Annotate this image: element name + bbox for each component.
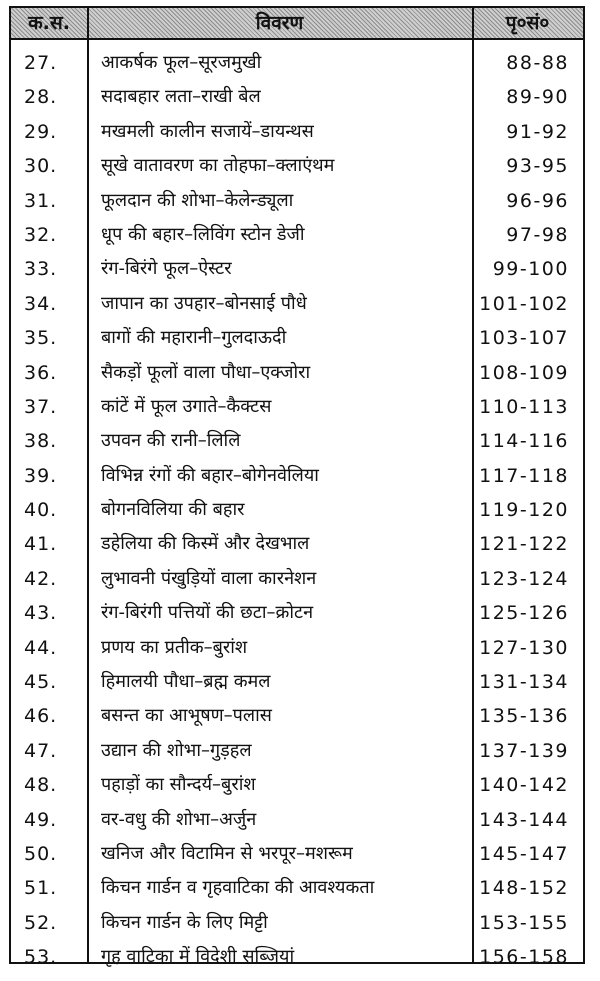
table-row — [11, 734, 583, 768]
table-row — [11, 459, 583, 493]
serial-number: 42. — [24, 567, 58, 590]
table-row — [11, 149, 583, 183]
entry-title: बोगनविलिया की बहार — [101, 499, 245, 521]
serial-number: 52. — [24, 911, 58, 934]
serial-number: 50. — [24, 842, 58, 865]
page-range: 117-118 — [479, 464, 569, 487]
table-row — [11, 699, 583, 733]
entry-title: रंग-बिरंगे फूल–ऐस्टर — [101, 258, 232, 280]
entry-title: उपवन की रानी–लिलि — [101, 430, 241, 452]
table-header — [11, 8, 583, 40]
table-row — [11, 46, 583, 80]
table-row — [11, 940, 583, 974]
page-range: 110-113 — [479, 395, 569, 418]
serial-number: 48. — [24, 774, 58, 797]
entry-title: सैकड़ों फूलों वाला पौधा–एक्जोरा — [101, 361, 311, 383]
page-range: 97-98 — [506, 223, 569, 246]
table-row — [11, 252, 583, 286]
entry-title: प्रणय का प्रतीक–बुरांश — [101, 636, 248, 658]
entry-title: उद्यान की शोभा–गुड़हल — [101, 739, 252, 761]
entry-title: पहाड़ों का सौन्दर्य–बुरांश — [101, 774, 256, 796]
table-row — [11, 527, 583, 561]
page-range: 123-124 — [479, 567, 569, 590]
serial-number: 46. — [24, 705, 58, 728]
page-range: 125-126 — [479, 602, 569, 625]
serial-number: 41. — [24, 533, 58, 556]
entry-title: हिमालयी पौधा–ब्रह्म कमल — [101, 671, 271, 693]
entry-title: सदाबहार लता–राखी बेल — [101, 86, 261, 108]
serial-number: 31. — [24, 189, 58, 212]
header-serial-number: क.स. — [28, 12, 70, 34]
table-row — [11, 906, 583, 940]
table-row — [11, 287, 583, 321]
page-range: 108-109 — [479, 361, 569, 384]
table-row — [11, 665, 583, 699]
page-range: 153-155 — [479, 911, 569, 934]
page-range: 121-122 — [479, 533, 569, 556]
serial-number: 49. — [24, 808, 58, 831]
serial-number: 47. — [24, 739, 58, 762]
entry-title: विभिन्न रंगों की बहार–बोगेनवेलिया — [101, 464, 319, 486]
serial-number: 38. — [24, 430, 58, 453]
page-range: 96-96 — [506, 189, 569, 212]
serial-number: 30. — [24, 155, 58, 178]
table-row — [11, 115, 583, 149]
serial-number: 36. — [24, 361, 58, 384]
serial-number: 32. — [24, 223, 58, 246]
header-page-numbers: पृ०सं० — [505, 12, 550, 34]
entry-title: बसन्त का आभूषण–पलास — [101, 705, 272, 727]
page-range: 148-152 — [479, 877, 569, 900]
entry-title: धूप की बहार–लिविंग स्टोन डेजी — [101, 223, 305, 245]
page-range: 119-120 — [479, 499, 569, 522]
entry-title: फूलदान की शोभा–केलेन्ड्यूला — [101, 189, 294, 211]
page-range: 99-100 — [492, 258, 569, 281]
serial-number: 53. — [24, 946, 58, 969]
page-range: 93-95 — [506, 155, 569, 178]
entry-title: खनिज और विटामिन से भरपूर–मशरूम — [101, 842, 353, 864]
entry-title: किचन गार्डन व गृहवाटिका की आवश्यकता — [101, 877, 375, 899]
serial-number: 37. — [24, 395, 58, 418]
entry-title: रंग-बिरंगी पत्तियों की छटा–क्रोटन — [101, 602, 314, 624]
page-range: 143-144 — [479, 808, 569, 831]
table-row — [11, 562, 583, 596]
contents-table — [9, 6, 585, 969]
serial-number: 29. — [24, 120, 58, 143]
table-row — [11, 631, 583, 665]
table-row — [11, 768, 583, 802]
table-row — [11, 321, 583, 355]
page-range: 103-107 — [479, 327, 569, 350]
page-range: 137-139 — [479, 739, 569, 762]
table-row — [11, 390, 583, 424]
entry-title: मखमली कालीन सजायें–डायन्थस — [101, 120, 314, 142]
serial-number: 45. — [24, 671, 58, 694]
table-row — [11, 596, 583, 630]
serial-number: 51. — [24, 877, 58, 900]
serial-number: 27. — [24, 52, 58, 74]
table-row — [11, 80, 583, 114]
entry-title: लुभावनी पंखुड़ियों वाला कारनेशन — [101, 567, 317, 589]
serial-number: 28. — [24, 86, 58, 109]
entry-title: जापान का उपहार–बोनसाई पौधे — [101, 292, 307, 314]
page-range: 89-90 — [506, 86, 569, 109]
page-range: 127-130 — [479, 636, 569, 659]
serial-number: 35. — [24, 327, 58, 350]
table-row — [11, 184, 583, 218]
table-row — [11, 837, 583, 871]
entry-title: किचन गार्डन के लिए मिट्टी — [101, 911, 268, 933]
table-row — [11, 871, 583, 905]
entry-title: बागों की महारानी–गुलदाऊदी — [101, 327, 287, 349]
table-row — [11, 218, 583, 252]
entry-title: आकर्षक फूल–सूरजमुखी — [101, 52, 262, 73]
entry-title: डहेलिया की किस्में और देखभाल — [101, 533, 310, 555]
header-description: विवरण — [255, 12, 304, 34]
page-range: 88-88 — [506, 52, 569, 74]
page-range: 156-158 — [479, 946, 569, 969]
table-row — [11, 803, 583, 837]
entry-title: सूखे वातावरण का तोहफा–क्लाएंथम — [101, 155, 335, 177]
serial-number: 33. — [24, 258, 58, 281]
serial-number: 34. — [24, 292, 58, 315]
entry-title: गृह वाटिका में विदेशी सब्जियां — [101, 946, 295, 968]
page-range: 145-147 — [479, 842, 569, 865]
page-range: 131-134 — [479, 671, 569, 694]
table-body — [11, 46, 583, 975]
table-row — [11, 493, 583, 527]
table-row — [11, 356, 583, 390]
serial-number: 39. — [24, 464, 58, 487]
serial-number: 40. — [24, 499, 58, 522]
page-range: 140-142 — [479, 774, 569, 797]
entry-title: वर-वधु की शोभा–अर्जुन — [101, 808, 257, 830]
serial-number: 43. — [24, 602, 58, 625]
table-row — [11, 424, 583, 458]
page-range: 114-116 — [479, 430, 569, 453]
page-range: 135-136 — [479, 705, 569, 728]
entry-title: कांटें में फूल उगाते–कैक्टस — [101, 395, 272, 417]
page-range: 91-92 — [506, 120, 569, 143]
serial-number: 44. — [24, 636, 58, 659]
page-range: 101-102 — [479, 292, 569, 315]
